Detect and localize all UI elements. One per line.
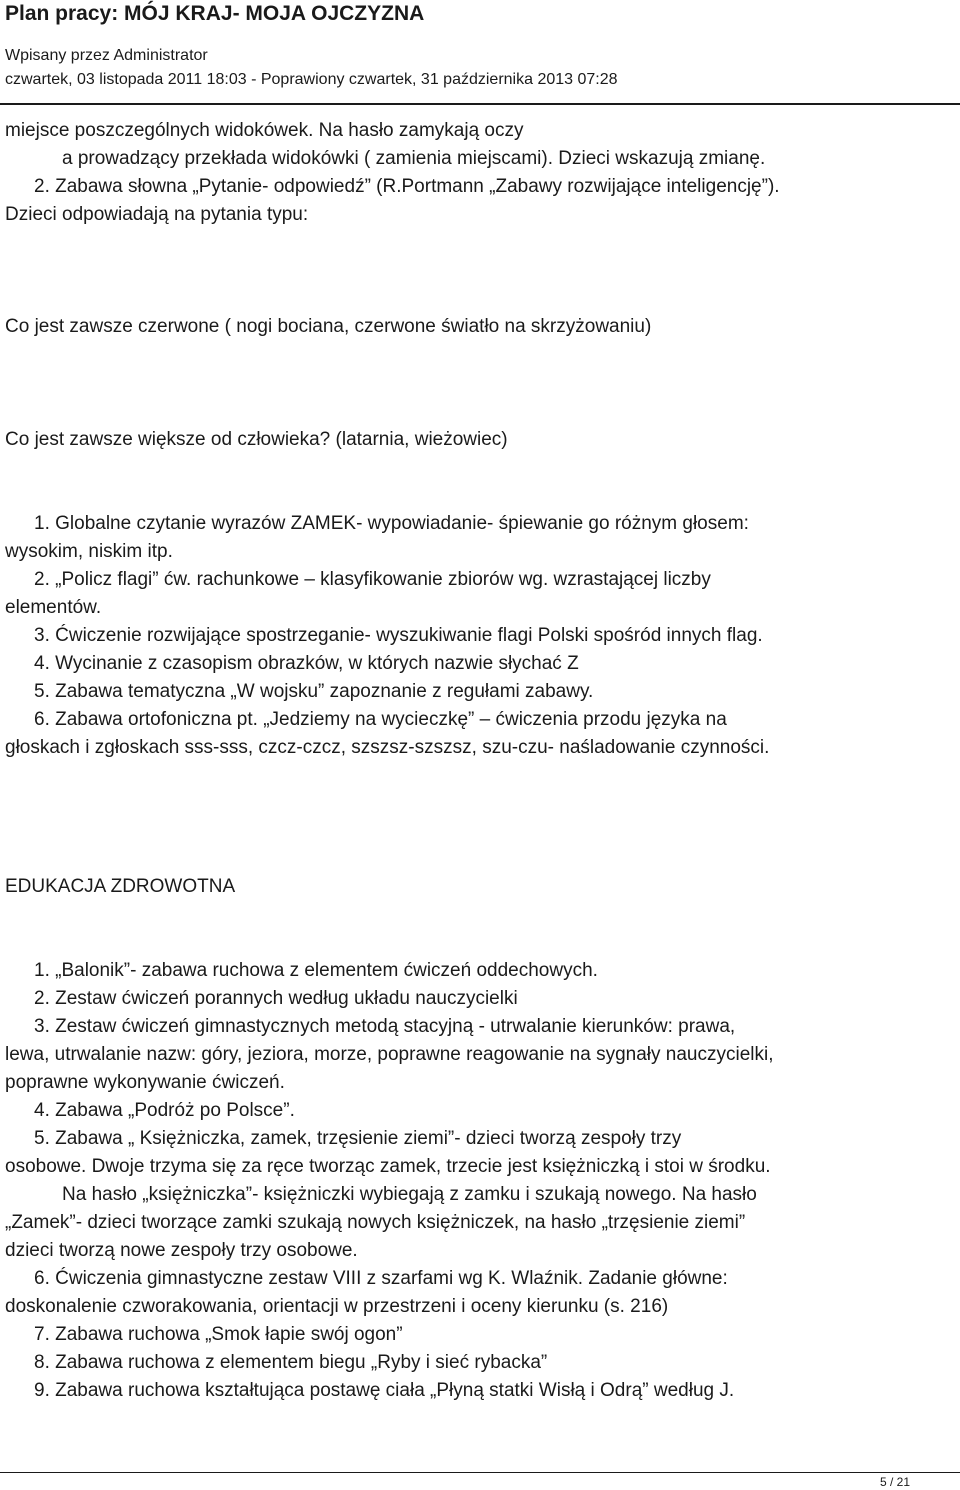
question-line: Co jest zawsze czerwone ( nogi bociana, czerwone światło na skrzyżowaniu) bbox=[5, 316, 652, 337]
text-line: elementów. bbox=[5, 597, 102, 618]
text-line: wysokim, niskim itp. bbox=[5, 541, 173, 562]
text-line: a prowadzący przekłada widokówki ( zamienia miejscami). Dzieci wskazują zmianę. bbox=[62, 148, 766, 169]
text-line: lewa, utrwalanie nazw: góry, jeziora, morze, poprawne reagowanie na sygnały nauczycielki, bbox=[5, 1044, 774, 1065]
text-line: doskonalenie czworakowania, orientacji w przestrzeni i oceny kierunku (s. 216) bbox=[5, 1296, 669, 1317]
footer-divider bbox=[0, 1472, 960, 1473]
text-line: dzieci tworzą nowe zespoły trzy osobowe. bbox=[5, 1240, 358, 1261]
list-item: 2. Zestaw ćwiczeń porannych według układu nauczycielki bbox=[34, 988, 518, 1009]
list-item: 8. Zabawa ruchowa z elementem biegu „Ryby i sieć rybacka” bbox=[34, 1352, 548, 1373]
document-title: Plan pracy: MÓJ KRAJ- MOJA OJCZYZNA bbox=[5, 2, 425, 25]
list-item: 3. Ćwiczenie rozwijające spostrzeganie- wyszukiwanie flagi Polski spośród innych flag. bbox=[34, 625, 763, 646]
text-line: poprawne wykonywanie ćwiczeń. bbox=[5, 1072, 285, 1093]
list-item: 4. Zabawa „Podróż po Polsce”. bbox=[34, 1100, 295, 1121]
list-item: 5. Zabawa tematyczna „W wojsku” zapoznanie z regułami zabawy. bbox=[34, 681, 594, 702]
list-item: 9. Zabawa ruchowa kształtująca postawę ciała „Płyną statki Wisłą i Odrą” według J. bbox=[34, 1380, 735, 1401]
date-line: czwartek, 03 listopada 2011 18:03 - Poprawiony czwartek, 31 października 2013 07:28 bbox=[5, 71, 618, 88]
list-item: 2. Zabawa słowna „Pytanie- odpowiedź” (R.Portmann „Zabawy rozwijające inteligencję”). bbox=[34, 176, 780, 197]
list-item: 4. Wycinanie z czasopism obrazków, w których nazwie słychać Z bbox=[34, 653, 579, 674]
text-line: osobowe. Dwoje trzyma się za ręce tworząc zamek, trzecie jest księżniczką i stoi w środku. bbox=[5, 1156, 771, 1177]
text-line: głoskach i zgłoskach sss-sss, czcz-czcz, szszsz-szszsz, szu-czu- naśladowanie czynności. bbox=[5, 737, 770, 758]
list-item: 3. Zestaw ćwiczeń gimnastycznych metodą stacyjną - utrwalanie kierunków: prawa, bbox=[34, 1016, 736, 1037]
list-item: 1. Globalne czytanie wyrazów ZAMEK- wypowiadanie- śpiewanie go różnym głosem: bbox=[34, 513, 749, 534]
question-line: Co jest zawsze większe od człowieka? (latarnia, wieżowiec) bbox=[5, 429, 508, 450]
text-line: „Zamek”- dzieci tworzące zamki szukają nowych księżniczek, na hasło „trzęsienie ziemi” bbox=[5, 1212, 746, 1233]
list-item: 7. Zabawa ruchowa „Smok łapie swój ogon” bbox=[34, 1324, 403, 1345]
author-line: Wpisany przez Administrator bbox=[5, 47, 208, 64]
list-item: 6. Ćwiczenia gimnastyczne zestaw VIII z szarfami wg K. Wlaźnik. Zadanie główne: bbox=[34, 1268, 728, 1289]
list-item: 1. „Balonik”- zabawa ruchowa z elementem ćwiczeń oddechowych. bbox=[34, 960, 598, 981]
text-line: miejsce poszczególnych widokówek. Na hasło zamykają oczy bbox=[5, 120, 524, 141]
document-header bbox=[0, 0, 960, 103]
text-line: Dzieci odpowiadają na pytania typu: bbox=[5, 204, 309, 225]
list-item: 2. „Policz flagi” ćw. rachunkowe – klasyfikowanie zbiorów wg. wzrastającej liczby bbox=[34, 569, 711, 590]
text-line: Na hasło „księżniczka”- księżniczki wybiegają z zamku i szukają nowego. Na hasło bbox=[62, 1184, 757, 1205]
list-item: 5. Zabawa „ Księżniczka, zamek, trzęsienie ziemi”- dzieci tworzą zespoły trzy bbox=[34, 1128, 682, 1149]
section-heading: EDUKACJA ZDROWOTNA bbox=[5, 876, 236, 897]
list-item: 6. Zabawa ortofoniczna pt. „Jedziemy na wycieczkę” – ćwiczenia przodu języka na bbox=[34, 709, 727, 730]
header-divider bbox=[0, 103, 960, 105]
page-number: 5 / 21 bbox=[880, 1475, 911, 1489]
